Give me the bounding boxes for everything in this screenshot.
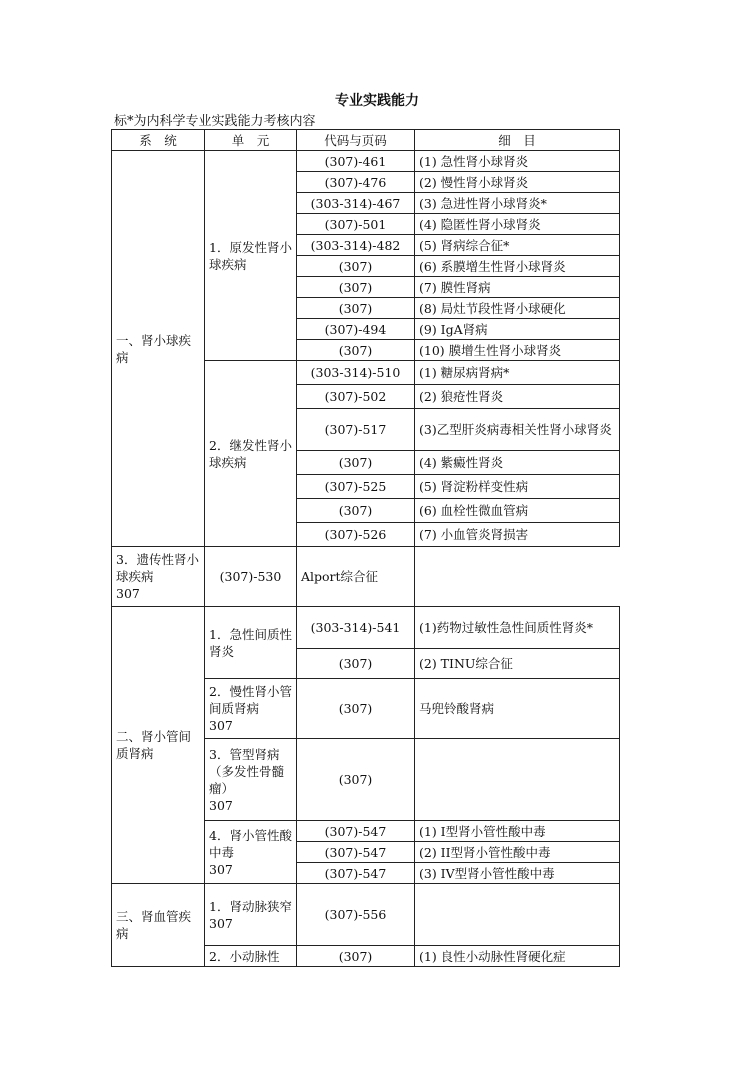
code-cell: (307)-494: [297, 319, 415, 340]
table-row: [112, 884, 620, 946]
code-cell: (307)-517: [297, 409, 415, 451]
item-cell: Alport综合征: [297, 547, 415, 607]
code-cell: (307)-556: [297, 884, 415, 946]
item-cell: [415, 884, 620, 946]
code-cell: (307)-526: [297, 523, 415, 547]
table-row: [112, 607, 620, 649]
system-cell: 三、肾血管疾病: [112, 884, 205, 967]
code-cell: (307): [297, 256, 415, 277]
table-row: [112, 547, 620, 607]
item-cell: (2) TINU综合征: [415, 649, 620, 679]
item-cell: (1)药物过敏性急性间质性肾炎*: [415, 607, 620, 649]
code-cell: (303-314)-541: [297, 607, 415, 649]
code-cell: (307)-547: [297, 863, 415, 884]
unit-cell: 1．原发性肾小球疾病: [205, 151, 297, 361]
unit-cell: 3．管型肾病（多发性骨髓瘤） 307: [205, 739, 297, 821]
item-cell: (1) 良性小动脉性肾硬化症: [415, 946, 620, 967]
item-cell: (1) I型肾小管性酸中毒: [415, 821, 620, 842]
item-cell: (3) 急进性肾小球肾炎*: [415, 193, 620, 214]
table-header-row: [112, 130, 620, 151]
item-cell: (3)乙型肝炎病毒相关性肾小球肾炎: [415, 409, 620, 451]
unit-cell: 2．小动脉性: [205, 946, 297, 967]
system-cell: 一、肾小球疾病: [112, 151, 205, 547]
code-cell: (303-314)-467: [297, 193, 415, 214]
item-cell: (7) 膜性肾病: [415, 277, 620, 298]
item-cell: (5) 肾病综合征*: [415, 235, 620, 256]
code-cell: (307): [297, 679, 415, 739]
item-cell: (6) 系膜增生性肾小球肾炎: [415, 256, 620, 277]
code-cell: (307): [297, 298, 415, 319]
item-cell: (4) 紫癜性肾炎: [415, 451, 620, 475]
unit-cell: 3．遗传性肾小球疾病 307: [112, 547, 205, 607]
code-cell: (307)-501: [297, 214, 415, 235]
code-cell: (307): [297, 649, 415, 679]
unit-code: 307: [209, 861, 233, 877]
code-cell: (307)-525: [297, 475, 415, 499]
unit-code: 307: [209, 797, 233, 813]
header-unit: 单 元: [205, 130, 297, 151]
unit-cell: 1．肾动脉狭窄 307: [205, 884, 297, 946]
item-cell: (6) 血栓性微血管病: [415, 499, 620, 523]
code-cell: (307)-476: [297, 172, 415, 193]
item-cell: (4) 隐匿性肾小球肾炎: [415, 214, 620, 235]
note-text: 标*为内科学专业实践能力考核内容: [114, 114, 316, 129]
code-cell: (307): [297, 739, 415, 821]
unit-cell: 2．继发性肾小球疾病: [205, 361, 297, 547]
item-cell: (9) IgA肾病: [415, 319, 620, 340]
code-cell: (307)-530: [205, 547, 297, 607]
item-cell: (2) 慢性肾小球肾炎: [415, 172, 620, 193]
item-cell: (2) 狼疮性肾炎: [415, 385, 620, 409]
unit-code: 307: [116, 586, 140, 601]
item-cell: 马兜铃酸肾病: [415, 679, 620, 739]
curriculum-table: [111, 129, 620, 967]
system-cell: 二、肾小管间质肾病: [112, 607, 205, 884]
item-cell: (1) 糖尿病肾病*: [415, 361, 620, 385]
code-cell: (307)-547: [297, 821, 415, 842]
header-item: 细 目: [415, 130, 620, 151]
unit-code: 307: [209, 718, 233, 733]
unit-cell: 4．肾小管性酸中毒 307: [205, 821, 297, 884]
page-title: 专业实践能力: [335, 93, 419, 109]
table-row: [112, 151, 620, 172]
code-cell: (307): [297, 946, 415, 967]
unit-code: 307: [209, 915, 233, 931]
unit-cell: 2．慢性肾小管间质肾病 307: [205, 679, 297, 739]
code-cell: (307)-461: [297, 151, 415, 172]
code-cell: (307)-547: [297, 842, 415, 863]
item-cell: (7) 小血管炎肾损害: [415, 523, 620, 547]
code-cell: (307): [297, 451, 415, 475]
item-cell: (8) 局灶节段性肾小球硬化: [415, 298, 620, 319]
item-cell: (10) 膜增生性肾小球肾炎: [415, 340, 620, 361]
code-cell: (307): [297, 277, 415, 298]
code-cell: (307)-502: [297, 385, 415, 409]
code-cell: (307): [297, 499, 415, 523]
header-code: 代码与页码: [297, 130, 415, 151]
unit-cell: 1．急性间质性肾炎: [205, 607, 297, 679]
header-system: 系 统: [112, 130, 205, 151]
item-cell: (5) 肾淀粉样变性病: [415, 475, 620, 499]
item-cell: (1) 急性肾小球肾炎: [415, 151, 620, 172]
code-cell: (303-314)-482: [297, 235, 415, 256]
item-cell: (2) II型肾小管性酸中毒: [415, 842, 620, 863]
item-cell: (3) IV型肾小管性酸中毒: [415, 863, 620, 884]
code-cell: (307): [297, 340, 415, 361]
code-cell: (303-314)-510: [297, 361, 415, 385]
item-cell: [415, 739, 620, 821]
